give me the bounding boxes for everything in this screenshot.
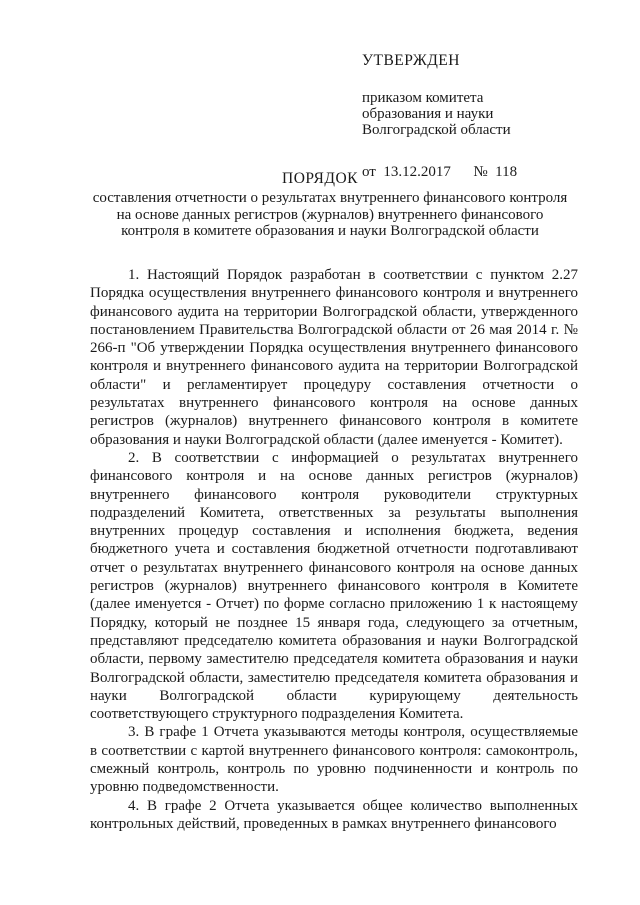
paragraph-2: 2. В соответствии с информацией о результатах внутреннего финансового контроля и на основе данных регистров (журналов) внутреннего финансового контроля руководители структурных подразделений Комитета, ответственных за результаты выполнения внутренних процедур составления и исполнения бюджета, ведения бюджетного учета и составления бюджетной отчетности подготавливают отчет о результатах внутреннего финансового контроля на основе данных регистров (журналов) внутреннего финансового контроля в Комитете (далее именуется - Отчет) по форме согласно приложению 1 к настоящему Порядку, который не позднее 15 января года, следующего за отчетным, представляют председателю комитета образования и науки Волгоградской области, первому заместителю председателя комитета образования и науки Волгоградской области, заместителю председателя комитета образования и науки Волгоградской области курирующему деятельность соответствующего структурного подразделения Комитета. xyxy=(90,449,578,723)
order-date: 13.12.2017 xyxy=(383,164,451,180)
number-sign: № xyxy=(473,164,488,180)
paragraph-1: 1. Настоящий Порядок разработан в соответствии с пунктом 2.27 Порядка осуществления внутреннего финансового контроля и внутреннего финансового аудита на территории Волгоградской области, утвержденного постановлением Правительства Волгоградской области от 26 мая 2014 г. № 266-п "Об утверждении Порядка осуществления внутреннего финансового контроля и внутреннего финансового аудита на территории Волгоградской области" и регламентирует процедуру составления отчетности о результатах внутреннего финансового контроля на основе данных регистров (журналов) внутреннего финансового контроля в комитете образования и науки Волгоградской области (далее именуется - Комитет). xyxy=(90,267,578,448)
document-subtitle xyxy=(80,190,580,240)
approval-stamp xyxy=(362,52,602,181)
date-prefix: от xyxy=(362,164,376,180)
approved-heading: УТВЕРЖДЕН xyxy=(362,52,460,69)
document-body xyxy=(90,266,578,833)
subtitle-line-3: контроля в комитете образования и науки Волгоградской области xyxy=(121,223,539,239)
order-number: 118 xyxy=(495,164,518,180)
paragraph-4: 4. В графе 2 Отчета указывается общее количество выполненных контрольных действий, проведенных в рамках внутреннего финансового xyxy=(90,797,578,832)
approved-by-line-3: Волгоградской области xyxy=(362,122,511,138)
document-title: ПОРЯДОК xyxy=(282,170,358,187)
paragraph-3: 3. В графе 1 Отчета указываются методы контроля, осуществляемые в соответствии с картой внутреннего финансового контроля: самоконтроль, смежный контроль, контроль по уровню подчиненности и контроль по уровню подведомственности. xyxy=(90,724,578,796)
approved-by-line-2: образования и науки xyxy=(362,106,494,122)
subtitle-line-1: составления отчетности о результатах внутреннего финансового контроля xyxy=(92,190,568,206)
approved-by-line-1: приказом комитета xyxy=(362,90,484,106)
subtitle-line-2: на основе данных регистров (журналов) внутреннего финансового xyxy=(116,206,544,223)
